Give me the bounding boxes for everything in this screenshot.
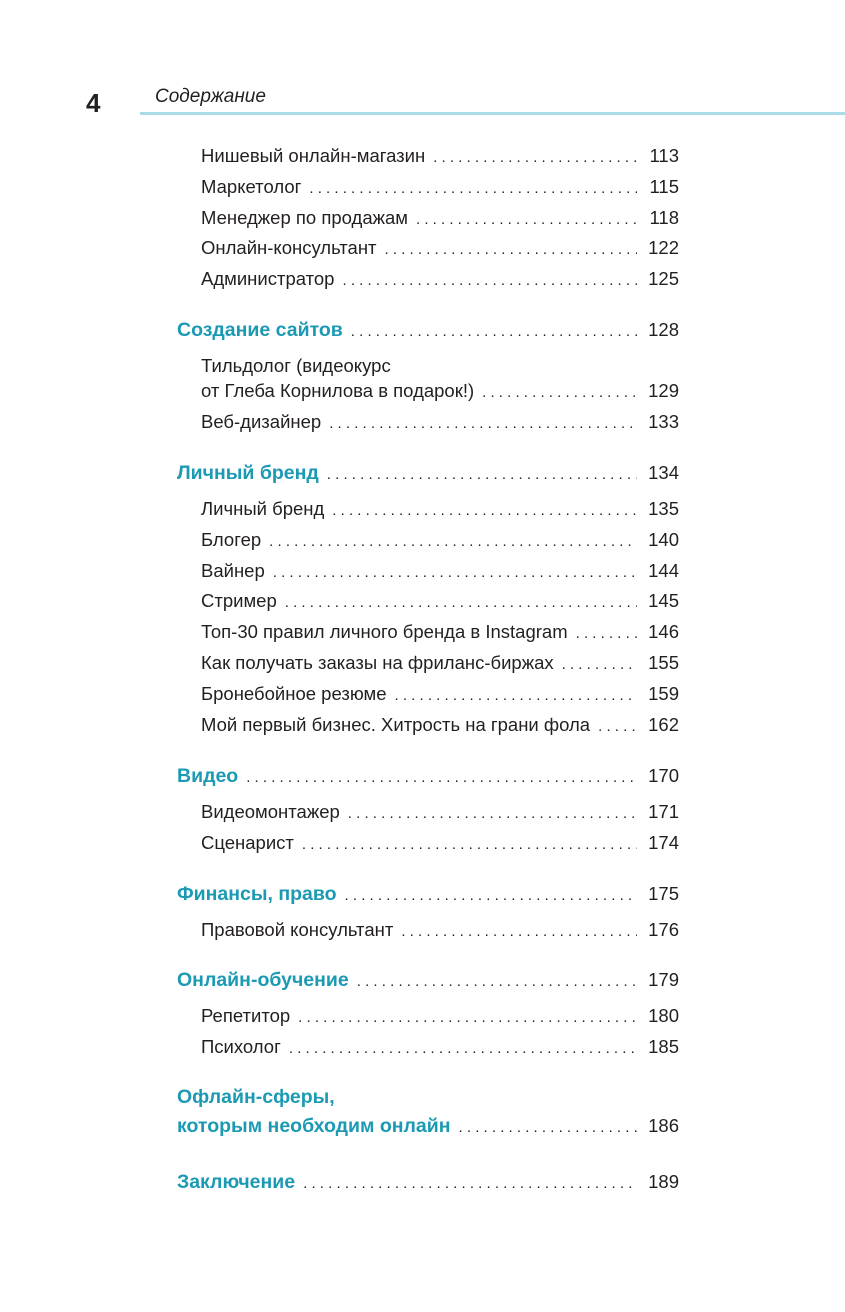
toc-entry[interactable] xyxy=(201,411,679,435)
dot-leader xyxy=(345,885,637,907)
toc-entry[interactable] xyxy=(201,652,679,676)
running-title: Содержание xyxy=(155,86,266,107)
toc-section-page: 170 xyxy=(648,765,679,786)
toc-entry-title: Личный бренд xyxy=(201,498,325,519)
toc-section-title-line2: которым необходим онлайн xyxy=(177,1115,451,1137)
toc-entry-title: Сценарист xyxy=(201,832,294,853)
dot-leader xyxy=(246,767,637,789)
toc-entry-title: Как получать заказы на фриланс-биржах xyxy=(201,652,554,673)
dot-leader xyxy=(273,562,637,584)
toc-section-page: 189 xyxy=(648,1171,679,1192)
toc-section-page: 186 xyxy=(648,1115,679,1136)
header-rule xyxy=(140,112,845,115)
toc-entry-title: Топ-30 правил личного бренда в Instagram xyxy=(201,621,568,642)
toc-section[interactable] xyxy=(177,319,679,343)
toc-section-page: 175 xyxy=(648,883,679,904)
dot-leader xyxy=(298,1007,637,1029)
toc-entry[interactable] xyxy=(201,919,679,943)
toc-section[interactable] xyxy=(177,765,679,789)
toc-section-page: 134 xyxy=(648,462,679,483)
toc-entry-title: Видеомонтажер xyxy=(201,801,340,822)
dot-leader xyxy=(285,592,637,614)
dot-leader xyxy=(342,270,637,292)
dot-leader xyxy=(348,803,637,825)
dot-leader xyxy=(357,971,637,993)
page-number: 4 xyxy=(86,88,101,118)
toc-entry[interactable] xyxy=(201,498,679,522)
toc-entry-page: 185 xyxy=(648,1036,679,1057)
toc-section-title: Финансы, право xyxy=(177,883,337,905)
toc-entry[interactable] xyxy=(201,801,679,825)
dot-leader xyxy=(433,147,637,169)
toc-entry[interactable] xyxy=(201,529,679,553)
toc-entry-title: Маркетолог xyxy=(201,176,302,197)
toc-entry[interactable] xyxy=(201,714,679,738)
dot-leader xyxy=(416,209,637,231)
toc-entry-page: 180 xyxy=(648,1005,679,1026)
dot-leader xyxy=(329,413,637,435)
toc-entry-title: Мой первый бизнес. Хитрость на грани фола xyxy=(201,714,591,735)
dot-leader xyxy=(598,716,637,738)
toc-section[interactable] xyxy=(177,462,679,486)
toc-entry[interactable] xyxy=(201,1005,679,1029)
toc-entry-page: 174 xyxy=(648,832,679,853)
toc-entry-page: 129 xyxy=(648,380,679,401)
toc-entry-page: 176 xyxy=(648,919,679,940)
dot-leader xyxy=(309,178,637,200)
toc-entry[interactable] xyxy=(201,268,679,292)
toc-entry-page: 133 xyxy=(648,411,679,432)
toc-section-title: Видео xyxy=(177,765,239,787)
toc-section[interactable] xyxy=(177,883,679,907)
toc-entry-title: Репетитор xyxy=(201,1005,291,1026)
toc-entry-page: 146 xyxy=(648,621,679,642)
toc-entry[interactable] xyxy=(201,560,679,584)
toc-entry-title: Бронебойное резюме xyxy=(201,683,387,704)
toc-entry-title: Блогер xyxy=(201,529,262,550)
toc-entry-page: 144 xyxy=(648,560,679,581)
toc-entry-page: 135 xyxy=(648,498,679,519)
dot-leader xyxy=(385,239,637,261)
toc-entry[interactable] xyxy=(201,380,679,404)
toc-entry-page: 140 xyxy=(648,529,679,550)
toc-entry[interactable] xyxy=(201,683,679,707)
dot-leader xyxy=(303,1173,637,1195)
toc-section-title-line1[interactable]: Офлайн-сферы, xyxy=(177,1086,335,1108)
dot-leader xyxy=(401,921,637,943)
toc-entry-page: 155 xyxy=(648,652,679,673)
toc-entry[interactable] xyxy=(201,1036,679,1060)
dot-leader xyxy=(482,382,637,404)
dot-leader xyxy=(562,654,637,676)
toc-entry-title: Правовой консультант xyxy=(201,919,394,940)
dot-leader xyxy=(351,321,637,343)
toc-entry-title: Вайнер xyxy=(201,560,265,581)
toc-section-page: 128 xyxy=(648,319,679,340)
toc-entry-page: 162 xyxy=(648,714,679,735)
toc-section-title: Создание сайтов xyxy=(177,319,343,341)
toc-entry-page: 115 xyxy=(649,176,679,197)
toc-entry-title: Менеджер по продажам xyxy=(201,207,408,228)
toc-entry-title: Онлайн-консультант xyxy=(201,237,377,258)
toc-entry-page: 122 xyxy=(648,237,679,258)
toc-entry[interactable] xyxy=(201,832,679,856)
dot-leader xyxy=(395,685,638,707)
dot-leader xyxy=(269,531,637,553)
dot-leader xyxy=(576,623,637,645)
dot-leader xyxy=(289,1038,637,1060)
toc-section-title: Заключение xyxy=(177,1171,296,1193)
toc-entry[interactable] xyxy=(201,621,679,645)
toc-entry-page: 118 xyxy=(649,207,679,228)
toc-entry-title: Стример xyxy=(201,590,277,611)
toc-section[interactable] xyxy=(177,1171,679,1195)
toc-entry-title: Веб-дизайнер xyxy=(201,411,322,432)
toc-section[interactable] xyxy=(177,969,679,993)
dot-leader xyxy=(459,1117,637,1139)
toc-entry-title: Администратор xyxy=(201,268,335,289)
toc-entry-page: 125 xyxy=(648,268,679,289)
toc-entry-title: Нишевый онлайн-магазин xyxy=(201,145,426,166)
toc-section-title: Онлайн-обучение xyxy=(177,969,349,991)
toc-section-title: Личный бренд xyxy=(177,462,319,484)
toc-entry-title: Психолог xyxy=(201,1036,281,1057)
dot-leader xyxy=(327,464,637,486)
toc-entry[interactable] xyxy=(201,145,679,169)
toc-entry[interactable] xyxy=(201,590,679,614)
toc-entry[interactable] xyxy=(201,176,679,200)
dot-leader xyxy=(332,500,637,522)
toc-entry-page: 145 xyxy=(648,590,679,611)
dot-leader xyxy=(302,834,637,856)
toc-entry-page: 171 xyxy=(648,801,679,822)
toc-section-page: 179 xyxy=(648,969,679,990)
toc-entry-page: 159 xyxy=(648,683,679,704)
toc-entry-title-line1[interactable]: Тильдолог (видеокурс xyxy=(201,355,391,376)
toc-entry[interactable] xyxy=(201,237,679,261)
toc-entry[interactable] xyxy=(201,207,679,231)
toc-section[interactable] xyxy=(177,1115,679,1139)
toc-entry-page: 113 xyxy=(649,145,679,166)
toc-entry-title-line2: от Глеба Корнилова в подарок!) xyxy=(201,380,475,401)
